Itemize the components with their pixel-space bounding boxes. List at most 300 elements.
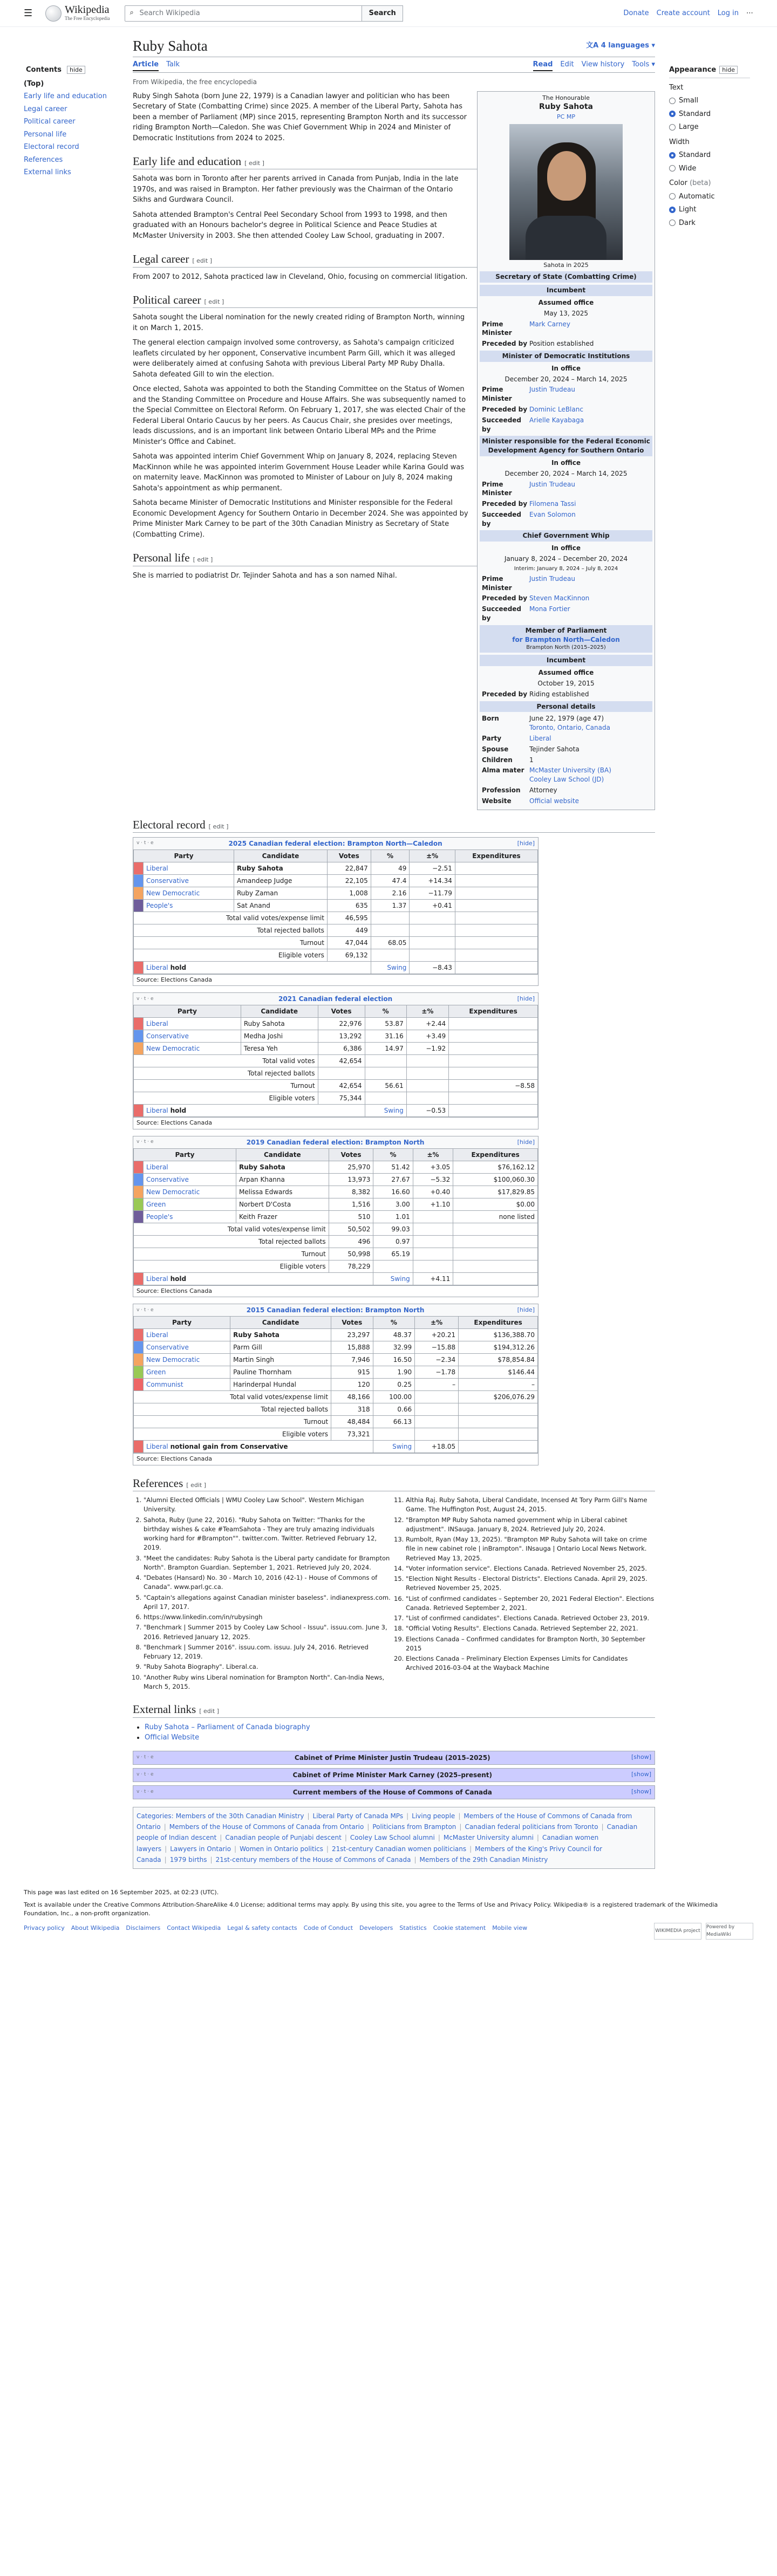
photo-caption: Sahota in 2025 [543, 261, 589, 269]
pm-link[interactable]: Justin Trudeau [529, 386, 575, 394]
category-link[interactable]: Members of the 30th Canadian Ministry [175, 1812, 304, 1820]
total-change [413, 1248, 453, 1260]
total-row [134, 1248, 538, 1260]
percent-cell: 31.16 [365, 1030, 406, 1043]
party-link[interactable]: People's [144, 899, 234, 912]
tab-tools-label: Tools [632, 60, 650, 69]
width-label: Width [669, 138, 690, 146]
category-link[interactable]: Living people [412, 1812, 455, 1820]
footer-link[interactable]: Statistics [399, 1924, 427, 1931]
result-row [134, 1441, 538, 1453]
footer-link[interactable]: Contact Wikipedia [167, 1924, 221, 1931]
party-color-swatch [134, 1043, 144, 1055]
party-link[interactable]: Liberal [144, 1329, 230, 1341]
toc-item[interactable]: References [24, 155, 63, 164]
total-percent [373, 1260, 413, 1272]
website-link[interactable]: Official website [529, 797, 579, 805]
table-row [134, 887, 538, 899]
radio-icon[interactable] [669, 124, 676, 131]
mp-title [480, 625, 652, 653]
office-title[interactable]: Minister of Democratic Institutions [480, 351, 652, 362]
total-votes: 78,229 [329, 1260, 373, 1272]
edit-link[interactable]: [ edit ] [244, 160, 264, 167]
col-party: Party [134, 849, 234, 862]
table-row [134, 1186, 538, 1198]
votes-cell: 1,008 [327, 887, 371, 899]
main-menu-icon[interactable]: ☰ [24, 8, 33, 19]
toc-item[interactable]: (Top) [24, 79, 44, 88]
paragraph: Sahota attended Brampton's Central Peel Secondary School from 1993 to 1998, and then graduated with an Honours bachelor's degree in Political Science and Peace Studies at McMaster University in 2003. She then attended Cooley Law School, graduating in 2007. [133, 210, 447, 240]
category-link[interactable]: Liberal Party of Canada MPs [312, 1812, 404, 1820]
party-link[interactable]: Conservative [144, 1030, 241, 1043]
log-in-link[interactable]: Log in [717, 9, 739, 17]
wikimedia-badge[interactable]: WIKIMEDIA project [654, 1923, 701, 1940]
category-link[interactable]: Cooley Law School alumni [350, 1834, 435, 1842]
hide-button[interactable]: [hide] [517, 1138, 535, 1146]
expenditure-cell: $78,854.84 [459, 1354, 538, 1366]
result-party-link[interactable]: Liberal [146, 1107, 168, 1115]
category-link[interactable]: Lawyers in Ontario [170, 1845, 231, 1853]
navbox-show-button[interactable]: [show] [631, 1788, 651, 1796]
hide-button[interactable]: [hide] [517, 1306, 535, 1314]
navbox-title[interactable]: Cabinet of Prime Minister Mark Carney (2025–present) [292, 1771, 493, 1779]
reference-text[interactable]: "Benchmark | Summer 2015 by Cooley Law School - Issuu". issuu.com. June 3, 2016. Retrieved January 12, 2025. [144, 1623, 387, 1641]
reference-text[interactable]: "List of confirmed candidates". Elections Canada. Retrieved October 23, 2019. [406, 1614, 650, 1622]
office-title[interactable]: Secretary of State (Combatting Crime) [480, 271, 652, 283]
category-link[interactable]: Canadian people of Punjabi descent [225, 1834, 342, 1842]
candidate-name: Parm Gill [230, 1341, 331, 1354]
hide-button[interactable]: [hide] [517, 839, 535, 847]
preceded-link[interactable]: Steven MacKinnon [529, 594, 590, 602]
section-heading-text: Early life and education [133, 155, 242, 168]
more-options-icon[interactable]: ⋯ [746, 9, 753, 17]
reference-item [144, 1643, 393, 1662]
candidate-name: Medha Joshi [241, 1030, 318, 1043]
candidate-name: Sat Anand [234, 899, 327, 912]
mp-riding-link[interactable]: for Brampton North—Caledon [512, 635, 620, 643]
votes-cell: 8,382 [329, 1186, 373, 1198]
tab-tools[interactable]: Tools ▾ [632, 60, 655, 69]
category-link[interactable]: 1979 births [169, 1856, 207, 1864]
col-percent: % [373, 1148, 413, 1161]
party-color-swatch [134, 1354, 144, 1366]
party-color-swatch [134, 1173, 144, 1186]
radio-icon[interactable] [669, 220, 676, 226]
table-row [134, 1210, 538, 1223]
external-link[interactable]: Official Website [145, 1734, 200, 1742]
toc-item[interactable]: Early life and education [24, 92, 107, 100]
alma-label: Alma mater [482, 766, 524, 775]
total-row [134, 1223, 538, 1235]
radio-option[interactable] [669, 163, 750, 174]
votes-cell: 25,970 [329, 1161, 373, 1173]
navbox-title[interactable]: Current members of the House of Commons of Canada [292, 1788, 492, 1796]
reference-text[interactable]: "List of confirmed candidates – September 20, 2021 Federal Election". Elections Canada. Retrieved September 2, 2021. [406, 1594, 655, 1612]
portrait-image[interactable] [509, 124, 623, 260]
change-cell: +0.41 [410, 899, 455, 912]
swing-label[interactable]: Swing [365, 1105, 406, 1117]
radio-option[interactable] [669, 122, 750, 133]
candidate-name: Keith Frazer [236, 1210, 329, 1223]
search-button[interactable]: Search [362, 5, 403, 22]
total-row [134, 1235, 538, 1248]
navbox [133, 1751, 655, 1765]
mp-title-line[interactable]: Member of Parliament [525, 626, 607, 634]
donate-link[interactable]: Donate [623, 9, 649, 17]
category-link[interactable]: Members of the House of Commons of Canada from Ontario [137, 1812, 632, 1831]
born-label: Born [482, 715, 499, 723]
radio-option[interactable] [669, 191, 750, 202]
category-separator: | [163, 1823, 166, 1831]
total-change [406, 1055, 448, 1067]
succeeded-link[interactable]: Arielle Kayabaga [529, 416, 584, 424]
in-office: In office [551, 364, 581, 372]
votes-cell: 120 [331, 1379, 373, 1391]
swing-label[interactable]: Swing [373, 1441, 415, 1453]
globe-icon [45, 5, 62, 22]
radio-icon[interactable] [669, 98, 676, 104]
party-link[interactable]: Conservative [144, 1173, 236, 1186]
appearance-panel [669, 27, 750, 1869]
total-change [410, 936, 455, 949]
election-title[interactable]: 2021 Canadian federal election [278, 995, 393, 1003]
pm-link[interactable]: Mark Carney [529, 320, 570, 328]
vte-links[interactable]: v · t · e [137, 1139, 154, 1145]
total-change [415, 1391, 459, 1403]
paragraph: Sahota was born in Toronto after her parents arrived in Canada from Punjab, India in the late 1970s, and was raised in Brampton. Her father previously was the Chairman of the Ontario Sikhs and Gurdwara Council. [133, 175, 459, 204]
category-link[interactable]: 21st-century Canadian women politicians [331, 1845, 467, 1853]
reference-item [144, 1554, 393, 1573]
total-expenditure [455, 936, 537, 949]
logo-wordmark: Wikipedia [65, 3, 110, 16]
tab-edit[interactable]: Edit [560, 60, 574, 69]
reference-text[interactable]: "Voter information service". Elections Canada. Retrieved November 25, 2025. [406, 1564, 647, 1572]
party-link[interactable]: Green [144, 1366, 230, 1379]
office-title[interactable]: Chief Government Whip [480, 530, 652, 542]
election-caption [133, 838, 538, 849]
toc-item[interactable]: Electoral record [24, 143, 79, 151]
change-cell: −2.51 [410, 862, 455, 874]
reference-text[interactable]: "Benchmark | Summer 2016". issuu.com. issuu. July 24, 2016. Retrieved February 12, 2019. [144, 1643, 369, 1661]
personal-details-band: Personal details [480, 701, 652, 712]
appearance-title [669, 65, 750, 78]
party-link[interactable]: New Democratic [144, 1354, 230, 1366]
category-link[interactable]: Women in Ontario politics [240, 1845, 323, 1853]
category-link[interactable]: Politicians from Brampton [372, 1823, 456, 1831]
reference-text[interactable]: "Alumni Elected Officials | WMU Cooley Law School". Western Michigan University. [144, 1496, 364, 1513]
radio-option[interactable] [669, 218, 750, 229]
vte-links[interactable]: v · t · e [137, 996, 154, 1002]
tab-talk[interactable]: Talk [166, 60, 180, 69]
section-heading-text: Personal life [133, 551, 190, 565]
percent-cell: 0.25 [373, 1379, 415, 1391]
navbox-title[interactable]: Cabinet of Prime Minister Justin Trudeau (2015–2025) [294, 1753, 490, 1762]
external-link-item [145, 1732, 655, 1743]
preceded-link[interactable]: Filomena Tassi [529, 500, 576, 508]
total-votes: 75,344 [318, 1092, 365, 1105]
party-link[interactable]: New Democratic [144, 1043, 241, 1055]
category-link[interactable]: 21st-century members of the House of Commons of Canada [215, 1856, 411, 1864]
votes-cell: 22,105 [327, 874, 371, 887]
result-party-link[interactable]: Liberal [146, 1443, 168, 1451]
footer-link[interactable]: Mobile view [492, 1924, 528, 1931]
wikipedia-logo[interactable] [45, 4, 110, 23]
reference-text[interactable]: "Debates (Hansard) No. 30 - March 10, 2016 (42-1) - House of Commons of Canada". www.parl.gc.ca. [144, 1574, 378, 1591]
toc-item[interactable]: Political career [24, 118, 76, 126]
reference-text[interactable]: https://www.linkedin.com/in/rubysingh [144, 1613, 263, 1621]
col-expenditures: Expenditures [459, 1317, 538, 1329]
reference-text[interactable]: "Official Voting Results". Elections Canada. Retrieved September 22, 2021. [406, 1625, 638, 1633]
table-row [134, 874, 538, 887]
reference-text[interactable]: "Election Night Results - Electoral Districts". Elections Canada. April 29, 2025. Retrieved November 25, 2025. [406, 1575, 648, 1592]
succeeded-link[interactable]: Evan Solomon [529, 510, 576, 518]
footer-link[interactable]: Code of Conduct [303, 1924, 353, 1931]
alma-link[interactable]: Cooley Law School (JD) [529, 776, 604, 784]
radio-icon[interactable] [669, 152, 676, 159]
hide-button[interactable]: [hide] [517, 995, 535, 1003]
reference-text[interactable]: Althia Raj. Ruby Sahota, Liberal Candidate, Incensed At Tory Parm Gill's Name Game. The Huffington Post, August 24, 2015. [406, 1496, 648, 1513]
office-date: January 8, 2024 – December 20, 2024 [504, 555, 628, 563]
category-link[interactable]: McMaster University alumni [443, 1834, 534, 1842]
reference-text[interactable]: "Captain's allegations against Canadian minister baseless". indianexpress.com. April 17, 2017. [144, 1593, 391, 1611]
total-label: Turnout [134, 936, 328, 949]
infobox-post[interactable]: PC MP [557, 113, 575, 120]
category-link[interactable]: Members of the King's Privy Council for Canada [137, 1845, 603, 1864]
website-label: Website [482, 797, 512, 805]
total-percent: 100.00 [373, 1391, 415, 1403]
party-color-swatch [134, 1018, 144, 1030]
swing-label[interactable]: Swing [371, 961, 410, 974]
edit-link[interactable]: [ edit ] [192, 257, 213, 265]
section-heading [133, 1702, 655, 1717]
alma-link[interactable]: McMaster University (BA) [529, 766, 611, 775]
edit-link[interactable]: [ edit ] [186, 1481, 206, 1489]
expenditure-cell [449, 1018, 538, 1030]
radio-icon[interactable] [669, 165, 676, 172]
party-link[interactable]: Communist [144, 1379, 230, 1391]
party-link[interactable]: New Democratic [144, 1186, 236, 1198]
edit-link[interactable]: [ edit ] [193, 556, 213, 564]
expenditure-cell: $17,829.85 [453, 1186, 538, 1198]
change-cell [413, 1210, 453, 1223]
category-link[interactable]: Members of the 29th Canadian Ministry [419, 1856, 548, 1864]
page-tabs [133, 59, 655, 73]
total-percent: 68.05 [371, 936, 410, 949]
category-link[interactable]: Canadian women lawyers [137, 1834, 599, 1853]
appearance-hide-button[interactable]: hide [719, 66, 738, 74]
party-link[interactable]: Liberal [529, 735, 551, 743]
total-votes: 42,654 [318, 1055, 365, 1067]
reference-text[interactable]: Rumbolt, Ryan (May 13, 2025). "Brampton MP Ruby Sahota will take on crime file in new cabinet role | inBrampton". INsauga | Ontario Local News Network. Retrieved May 13, 2025. [406, 1536, 647, 1562]
footer-link[interactable]: About Wikipedia [71, 1924, 120, 1931]
total-percent: 0.97 [373, 1235, 413, 1248]
born-place[interactable]: Toronto, Ontario, Canada [529, 724, 610, 732]
footer-link[interactable]: Privacy policy [24, 1924, 65, 1931]
assumed-office: Assumed office [538, 669, 594, 677]
party-link[interactable]: People's [144, 1210, 236, 1223]
radio-option[interactable] [669, 204, 750, 215]
result-empty [459, 1441, 538, 1453]
languages-button[interactable]: 文A 4 languages ▾ [586, 42, 655, 50]
total-votes: 48,166 [331, 1391, 373, 1403]
swing-label[interactable]: Swing [373, 1272, 413, 1285]
color-beta-note: (beta) [690, 179, 711, 187]
percent-cell: 27.67 [373, 1173, 413, 1186]
category-separator: | [406, 1812, 409, 1820]
expenditure-cell: $100,060.30 [453, 1173, 538, 1186]
footer-link[interactable]: Legal & safety contacts [227, 1924, 297, 1931]
percent-cell: 53.87 [365, 1018, 406, 1030]
party-color-swatch [134, 1186, 144, 1198]
radio-icon[interactable] [669, 193, 676, 200]
vte-links[interactable]: v · t · e [137, 1789, 154, 1794]
office-title[interactable]: Minister responsible for the Federal Economic Development Agency for Southern Ontario [480, 436, 652, 456]
percent-cell: 49 [371, 862, 410, 874]
navbox-show-button[interactable]: [show] [631, 1771, 651, 1778]
col-candidate: Candidate [236, 1148, 329, 1161]
toc-hide-button[interactable]: hide [67, 66, 85, 74]
category-link[interactable]: Canadian people of Indian descent [137, 1823, 638, 1842]
reference-text[interactable]: Elections Canada – Preliminary Election Expenses Limits for Candidates Archived 2016-03-04 at the Wayback Machine [406, 1655, 628, 1672]
radio-option[interactable] [669, 95, 750, 106]
election-tables [133, 837, 655, 1465]
mediawiki-badge[interactable]: Powered by MediaWiki [706, 1923, 753, 1940]
vte-links[interactable]: v · t · e [137, 840, 154, 846]
party-link[interactable]: Green [144, 1198, 236, 1210]
toc-item[interactable]: Personal life [24, 130, 67, 139]
page-title-text: Ruby Sahota [133, 38, 208, 54]
reference-text[interactable]: "Brampton MP Ruby Sahota named government whip in Liberal cabinet adjustment". INSauga. January 8, 2024. Retrieved July 20, 2024. [406, 1516, 628, 1533]
party-color-swatch [134, 887, 144, 899]
navbox-show-button[interactable]: [show] [631, 1753, 651, 1761]
reference-text[interactable]: Sahota, Ruby (June 22, 2016). "Ruby Sahota on Twitter: "Thanks for the birthday wishes & cake #TeamSahota - They are truly amazing individuals working hard for #Brampton"". twitter.com. Twitter. Retrieved February 12, 2019. [144, 1516, 377, 1552]
succeeded-link[interactable]: Mona Fortier [529, 605, 570, 613]
party-color-swatch [134, 1105, 144, 1117]
percent-cell: 48.37 [373, 1329, 415, 1341]
reference-text[interactable]: "Another Ruby wins Liberal nomination for Brampton North". Can-India News, March 5, 2015. [144, 1673, 385, 1690]
vte-links[interactable]: v · t · e [137, 1771, 154, 1777]
total-label: Turnout [134, 1416, 331, 1428]
edit-link[interactable]: [ edit ] [199, 1708, 219, 1715]
expenditure-cell: none listed [453, 1210, 538, 1223]
paragraph: Once elected, Sahota was appointed to both the Standing Committee on the Status of Women and the Standing Committee on Procedure and House Affairs. She was subsequently named to the Special Committee on Electoral Reform. On February 1, 2017, she was elected Chair of the Federal Liberal Ontario Caucus by her peers. As Caucus Chair, she presides over meetings, leads discussions, and is an important link between Ontario Liberal MPs and the Prime Minister's Office and Cabinet. [133, 385, 466, 446]
party-color-swatch [134, 1366, 144, 1379]
candidate-name: Teresa Yeh [241, 1043, 318, 1055]
total-label: Total valid votes [134, 1055, 318, 1067]
spouse-value: Tejinder Sahota [529, 745, 580, 753]
search-input[interactable]: ⌕ Search Wikipedia [125, 5, 362, 22]
tab-article[interactable]: Article [133, 59, 159, 71]
edit-link[interactable]: [ edit ] [204, 298, 224, 306]
total-change [413, 1260, 453, 1272]
percent-cell: 1.37 [371, 899, 410, 912]
expenditure-cell [449, 1030, 538, 1043]
article-main [133, 27, 655, 1869]
party-label: Party [482, 735, 502, 743]
pm-link[interactable]: Justin Trudeau [529, 574, 575, 583]
election-title[interactable]: 2025 Canadian federal election: Brampton North—Caledon [228, 839, 442, 847]
toc-item[interactable]: Legal career [24, 105, 67, 113]
color-label-text: Color [669, 179, 687, 187]
change-cell: – [415, 1379, 459, 1391]
expenditure-cell: $146.44 [459, 1366, 538, 1379]
spouse-label: Spouse [482, 745, 509, 753]
user-tools [623, 8, 753, 19]
preceded-label: Preceded by [482, 690, 528, 698]
total-percent: 66.13 [373, 1416, 415, 1428]
footer-link[interactable]: Developers [359, 1924, 393, 1931]
radio-icon[interactable] [669, 207, 676, 213]
reference-item [406, 1564, 655, 1573]
party-link[interactable]: New Democratic [144, 887, 234, 899]
party-link[interactable]: Liberal [144, 1161, 236, 1173]
radio-icon[interactable] [669, 111, 676, 117]
votes-cell: 6,386 [318, 1043, 365, 1055]
result-party-link[interactable]: Liberal [146, 1275, 168, 1283]
external-link[interactable]: Ruby Sahota – Parliament of Canada biography [145, 1723, 310, 1731]
categories-label[interactable]: Categories: [137, 1812, 174, 1820]
election-title[interactable]: 2015 Canadian federal election: Brampton North [246, 1306, 425, 1314]
col-percent: % [365, 1005, 406, 1018]
table-row [134, 1018, 538, 1030]
votes-cell: 22,847 [327, 862, 371, 874]
create-account-link[interactable]: Create account [656, 9, 710, 17]
col-candidate: Candidate [230, 1317, 331, 1329]
vte-links[interactable]: v · t · e [137, 1307, 154, 1313]
party-color-swatch [134, 1379, 144, 1391]
toc-item[interactable]: External links [24, 168, 71, 176]
party-link[interactable]: Liberal [144, 862, 234, 874]
categories-box [133, 1807, 655, 1869]
preceded-label: Preceded by [482, 594, 528, 602]
category-separator: | [210, 1856, 213, 1864]
pm-link[interactable]: Justin Trudeau [529, 480, 575, 488]
tab-read[interactable]: Read [533, 59, 553, 71]
swing-value: +4.11 [413, 1272, 453, 1285]
reference-text[interactable]: "Meet the candidates: Ruby Sahota is the Liberal party candidate for Brampton North". Brampton Guardian. September 1, 2021. Retrieved July 20, 2024. [144, 1554, 390, 1571]
reference-item [406, 1614, 655, 1623]
percent-cell: 47.4 [371, 874, 410, 887]
party-link[interactable]: Liberal [144, 1018, 241, 1030]
election-title[interactable]: 2019 Canadian federal election: Brampton North [246, 1138, 425, 1146]
radio-option[interactable] [669, 150, 750, 161]
reference-text[interactable]: "Ruby Sahota Biography". Liberal.ca. [144, 1663, 258, 1671]
party-link[interactable]: Conservative [144, 874, 234, 887]
edit-link[interactable]: [ edit ] [208, 823, 229, 830]
section-heading-text: External links [133, 1703, 196, 1716]
radio-option[interactable] [669, 109, 750, 120]
tab-history[interactable]: View history [581, 60, 625, 69]
navboxes [133, 1751, 655, 1799]
result-party-link[interactable]: Liberal [146, 963, 168, 971]
total-votes: 318 [331, 1403, 373, 1416]
category-link[interactable]: Members of the House of Commons of Canada from Ontario [169, 1823, 364, 1831]
footer-link[interactable]: Cookie statement [433, 1924, 486, 1931]
total-expenditure: $206,076.29 [459, 1391, 538, 1403]
footer-link[interactable]: Disclaimers [126, 1924, 161, 1931]
vte-links[interactable]: v · t · e [137, 1754, 154, 1760]
children-value: 1 [529, 756, 534, 764]
preceded-link[interactable]: Dominic LeBlanc [529, 405, 583, 413]
category-link[interactable]: Canadian federal politicians from Toronto [465, 1823, 598, 1831]
candidate-name: Arpan Khanna [236, 1173, 329, 1186]
pm-label: Prime Minister [482, 386, 512, 403]
in-office: In office [551, 458, 581, 467]
section-heading [133, 1476, 655, 1491]
party-link[interactable]: Conservative [144, 1341, 230, 1354]
section-heading-text: Political career [133, 293, 201, 307]
reference-text[interactable]: Elections Canada – Confirmed candidates for Brampton North, 30 September 2015 [406, 1635, 645, 1652]
